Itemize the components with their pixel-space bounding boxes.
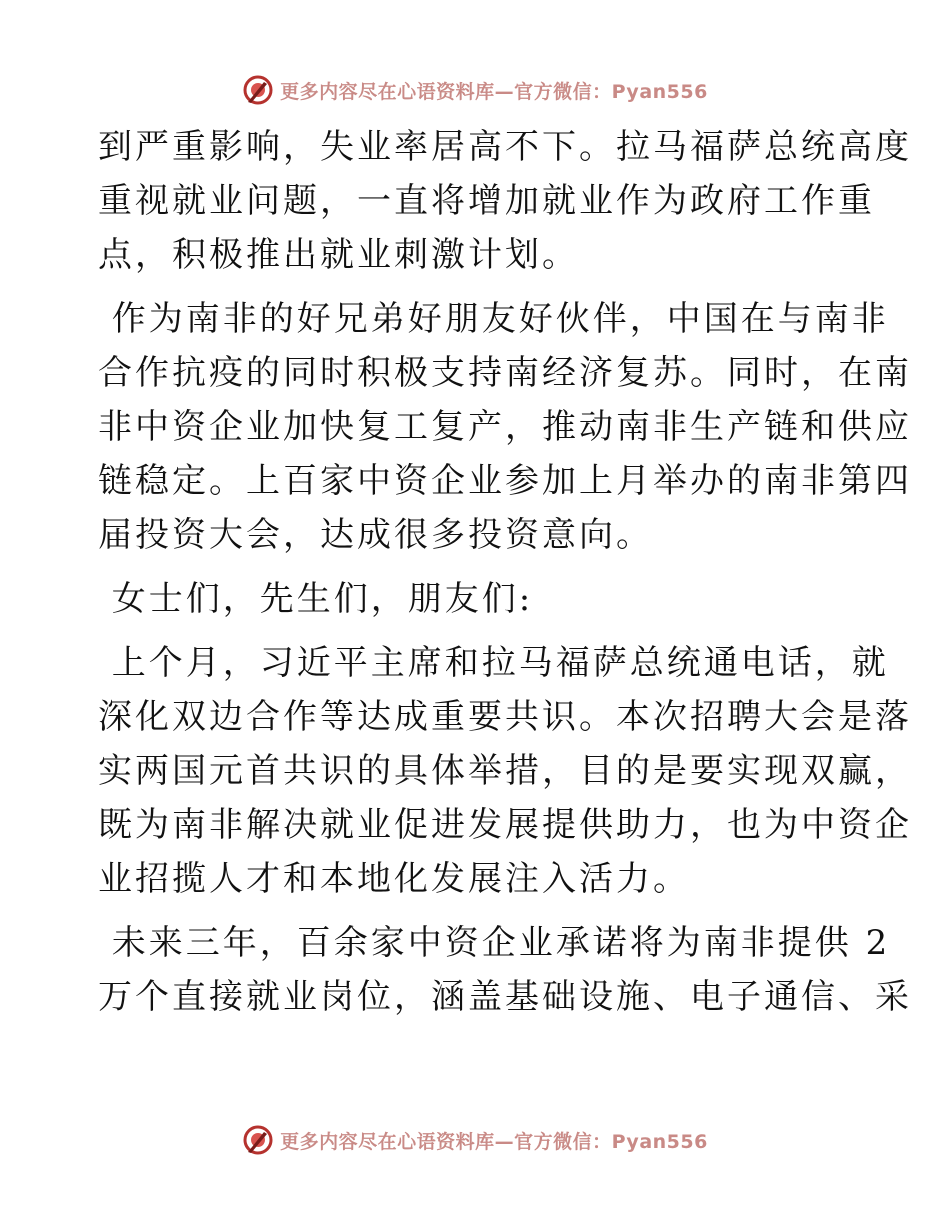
header-banner bbox=[0, 70, 950, 110]
paragraph-3: 女士们，先生们，朋友们: bbox=[98, 579, 534, 619]
quill-logo-icon bbox=[242, 1124, 274, 1156]
paragraph-2: 作为南非的好兄弟好朋友好伙伴，中国在与南非 合作抗疫的同时积极支持南经济复苏。同时，在南 非中资企业加快复工复产，推动南非生产链和供应 链稳定。上百家中资企业参加上月举办的南非第四 届投资大会，达成很多投资意向。 bbox=[98, 299, 912, 555]
footer-banner-text: 更多内容尽在心语资料库—官方微信：Pyan556 bbox=[280, 1130, 708, 1153]
paragraph-5: 未来三年，百余家中资企业承诺将为南非提供 2 万个直接就业岗位，涵盖基础设施、电子通信、采 bbox=[98, 923, 912, 1017]
quill-logo-icon bbox=[242, 74, 274, 106]
header-banner-text: 更多内容尽在心语资料库—官方微信：Pyan556 bbox=[280, 80, 708, 103]
paragraph-4: 上个月，习近平主席和拉马福萨总统通电话，就 深化双边合作等达成重要共识。本次招聘大会是落 实两国元首共识的具体举措，目的是要实现双赢， 既为南非解决就业促进发展提供助力，也为中资企 业招揽人才和本地化发展注入活力。 bbox=[98, 643, 912, 899]
paragraph-1: 到严重影响，失业率居高不下。拉马福萨总统高度 重视就业问题，一直将增加就业作为政府工作重 点，积极推出就业刺激计划。 bbox=[98, 127, 912, 275]
document-body bbox=[98, 120, 912, 1024]
footer-banner bbox=[0, 1120, 950, 1160]
